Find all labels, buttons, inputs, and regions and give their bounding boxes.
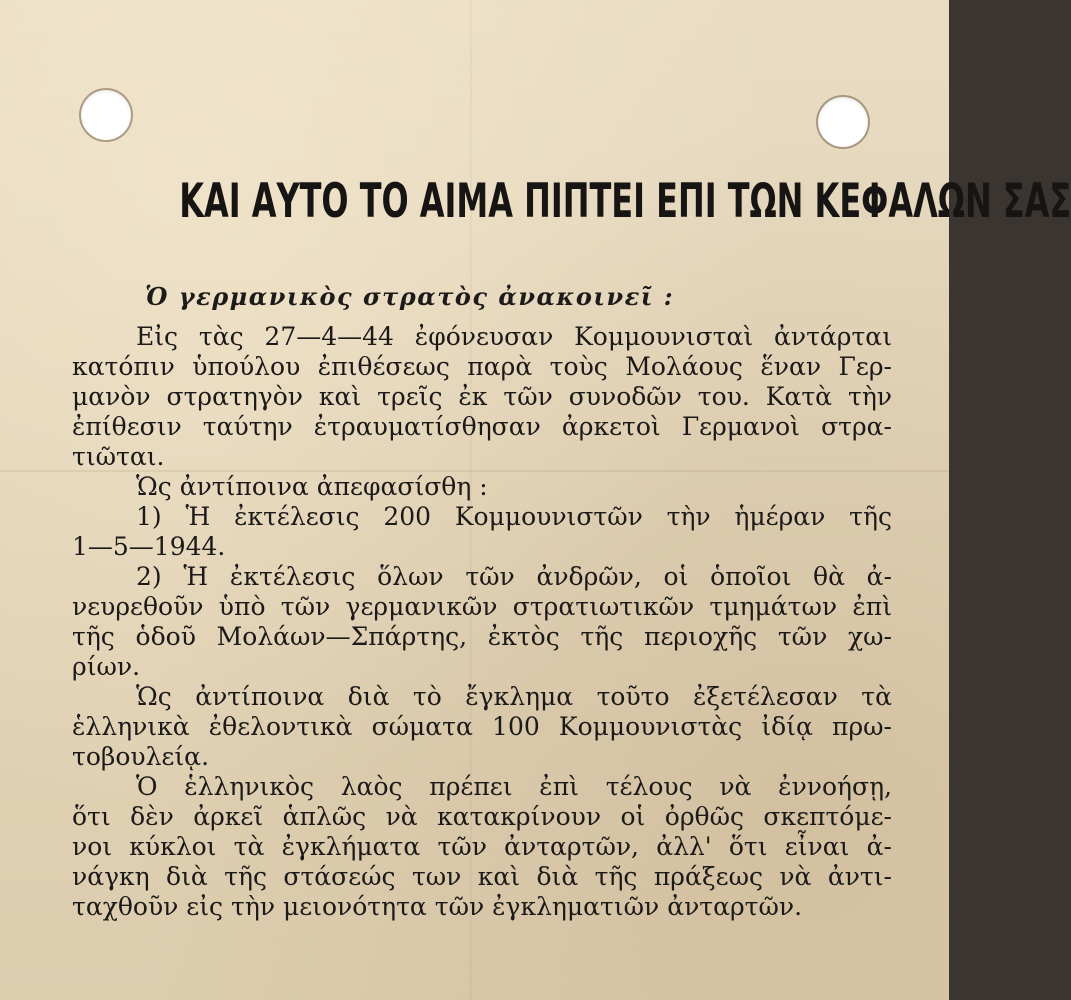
paragraph-reprisal-heading: [72, 472, 892, 502]
text-line: κατόπιν ὑπούλου ἐπιθέσεως παρὰ τοὺς Μολάους ἕναν Γερ-: [72, 352, 892, 381]
text-line: Ὁ ἑλληνικὸς λαὸς πρέπει ἐπὶ τέλους νὰ ἐννοήσῃ,: [136, 772, 892, 801]
paragraph-appeal: [72, 772, 892, 922]
text-line: νευρεθοῦν ὑπὸ τῶν γερμανικῶν στρατιωτικῶν τμημάτων ἐπὶ: [72, 592, 892, 621]
text-line: νοι κύκλοι τὰ ἐγκλήματα τῶν ἀνταρτῶν, ἀλλ' ὅτι εἶναι ἀ-: [72, 832, 892, 861]
text-line: νάγκη διὰ τῆς στάσεώς των καὶ διὰ τῆς πράξεως νὰ ἀντι-: [72, 862, 892, 891]
text-line: 2) Ἡ ἐκτέλεσις ὅλων τῶν ἀνδρῶν, οἱ ὁποῖοι θὰ ἀ-: [136, 562, 892, 591]
paragraph-volunteer-reprisal: [72, 682, 892, 772]
text-line: τιῶται.: [72, 442, 165, 471]
text-line: Ὡς ἀντίποινα διὰ τὸ ἔγκλημα τοῦτο ἐξετέλεσαν τὰ: [136, 682, 892, 711]
text-line: Εἰς τὰς 27—4—44 ἐφόνευσαν Κομμουνισταὶ ἀντάρται: [136, 322, 892, 351]
text-line: ταχθοῦν εἰς τὴν μειονότητα τῶν ἐγκληματιῶν ἀνταρτῶν.: [72, 892, 803, 921]
text-line: 1) Ἡ ἐκτέλεσις 200 Κομμουνιστῶν τὴν ἡμέραν τῆς: [136, 502, 892, 531]
body-text: [72, 322, 892, 922]
text-line: τοβουλείᾳ.: [72, 742, 210, 771]
text-line: μανὸν στρατηγὸν καὶ τρεῖς ἐκ τῶν συνοδῶν του. Κατὰ τὴν: [72, 382, 892, 411]
punch-hole-right: [818, 97, 868, 147]
text-line: Ὡς ἀντίποινα ἀπεφασίσθη :: [136, 472, 488, 501]
text-line: τῆς ὁδοῦ Μολάων—Σπάρτης, ἐκτὸς τῆς περιοχῆς τῶν χω-: [72, 622, 892, 651]
paragraph-item-1: [72, 502, 892, 562]
text-line: ἐπίθεσιν ταύτην ἐτραυματίσθησαν ἀρκετοὶ Γερμανοὶ στρα-: [72, 412, 892, 441]
paragraph-item-2: [72, 562, 892, 682]
text-line: ὅτι δὲν ἀρκεῖ ἁπλῶς νὰ κατακρίνουν οἱ ὀρθῶς σκεπτόμε-: [72, 802, 892, 831]
announcement-heading: Ὁ γερμανικὸς στρατὸς ἀνακοινεῖ :: [145, 282, 675, 311]
text-line: 1—5—1944.: [72, 532, 226, 561]
punch-hole-left: [81, 90, 131, 140]
paragraph-attack: [72, 322, 892, 472]
text-line: ρίων.: [72, 652, 141, 681]
headline: ΚΑΙ ΑΥΤΟ ΤΟ ΑΙΜΑ ΠΙΠΤΕΙ ΕΠΙ ΤΩΝ ΚΕΦΑΛΩΝ ΣΑΣ: [179, 174, 1071, 229]
text-line: ἑλληνικὰ ἐθελοντικὰ σώματα 100 Κομμουνιστὰς ἰδίᾳ πρω-: [72, 712, 892, 741]
